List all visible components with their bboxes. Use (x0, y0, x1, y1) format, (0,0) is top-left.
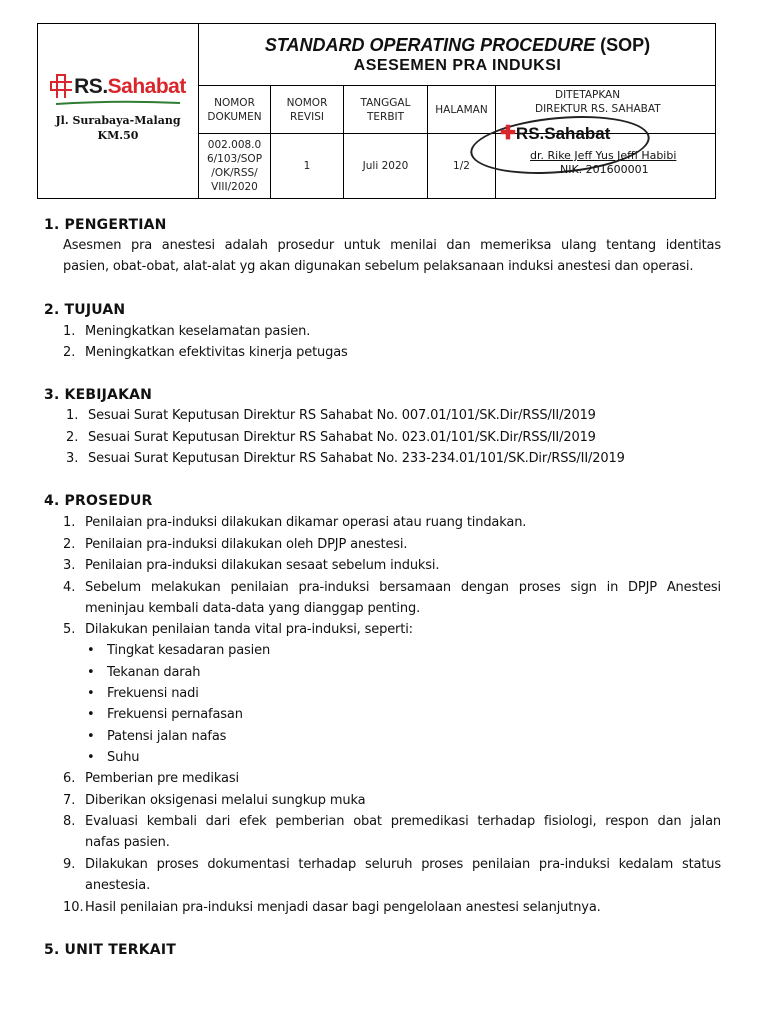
bullet-icon: • (87, 750, 95, 765)
hospital-address: Jl. Surabaya-Malang KM.50 (55, 113, 181, 142)
list-number: 1. (63, 515, 76, 530)
rs-sahabat-logo (50, 74, 186, 98)
list-number: 3. (66, 451, 79, 466)
list-item: Evaluasi kembali dari efek pemberian obat premedikasi terhadap fisiologi, respon dan jalan (85, 814, 721, 829)
list-number: 4. (63, 580, 76, 595)
medical-cross-icon (50, 74, 72, 98)
nomor-revisi-value: 1 (271, 134, 344, 198)
signer-nik: NIK. 201600001 (560, 163, 649, 176)
list-item: Sesuai Surat Keputusan Direktur RS Sahabat No. 007.01/101/SK.Dir/RSS/II/2019 (88, 408, 596, 423)
list-item: Pemberian pre medikasi (85, 771, 239, 786)
section-heading-pengertian: 1. PENGERTIAN (44, 217, 167, 233)
bullet-icon: • (87, 729, 95, 744)
stamp-logo: ✚RS.Sahabat (500, 123, 611, 144)
list-number: 7. (63, 793, 76, 808)
section-heading-prosedur: 4. PROSEDUR (44, 493, 153, 509)
document-subtitle: ASESEMEN PRA INDUKSI (353, 56, 562, 74)
bullet-item: Frekuensi nadi (107, 686, 199, 701)
list-item: Dilakukan penilaian tanda vital pra-induksi, seperti: (85, 622, 413, 637)
list-item: Penilaian pra-induksi dilakukan sesaat sebelum induksi. (85, 558, 440, 573)
list-number: 8. (63, 814, 76, 829)
bullet-item: Frekuensi pernafasan (107, 707, 243, 722)
list-item-continuation: meninjau kembali data-data yang dianggap penting. (85, 601, 421, 616)
list-number: 3. (63, 558, 76, 573)
list-item: Sebelum melakukan penilaian pra-induksi bersamaan dengan proses sign in DPJP Anestesi (85, 580, 721, 595)
nomor-dokumen-label: NOMOR DOKUMEN (199, 86, 271, 134)
ditetapkan-text: DITETAPKAN (555, 89, 621, 101)
list-item-continuation: nafas pasien. (85, 835, 170, 850)
bullet-item: Patensi jalan nafas (107, 729, 227, 744)
logo-prefix: RS. (74, 74, 108, 98)
list-number: 6. (63, 771, 76, 786)
list-item: Sesuai Surat Keputusan Direktur RS Sahabat No. 233-234.01/101/SK.Dir/RSS/II/2019 (88, 451, 625, 466)
section-heading-kebijakan: 3. KEBIJAKAN (44, 387, 153, 403)
section-heading-tujuan: 2. TUJUAN (44, 302, 126, 318)
list-number: 1. (66, 408, 79, 423)
list-item: Meningkatkan keselamatan pasien. (85, 324, 311, 339)
pengertian-line-2: pasien, obat-obat, alat-alat yg akan digunakan sebelum pelaksanaan induksi anestesi dan operasi. (63, 259, 694, 274)
list-number: 2. (66, 430, 79, 445)
bullet-icon: • (87, 686, 95, 701)
signer-name: dr. Rike Jeff Yus Jeffi Habibi (530, 149, 677, 162)
tanggal-terbit-value: Juli 2020 (344, 134, 428, 198)
list-item: Hasil penilaian pra-induksi menjadi dasar bagi pengelolaan anestesi selanjutnya. (85, 900, 601, 915)
list-item-continuation: anestesia. (85, 878, 151, 893)
list-item: Meningkatkan efektivitas kinerja petugas (85, 345, 348, 360)
logo-cell (38, 24, 199, 198)
pengertian-line-1: Asesmen pra anestesi adalah prosedur untuk menilai dan memeriksa ulang tentang identitas (63, 238, 721, 253)
list-number: 10. (63, 900, 84, 915)
section-heading-unit-terkait: 5. UNIT TERKAIT (44, 942, 176, 958)
nomor-revisi-label: NOMOR REVISI (271, 86, 344, 134)
tanggal-terbit-label: TANGGAL TERBIT (344, 86, 428, 134)
direktur-text: DIREKTUR RS. SAHABAT (535, 103, 661, 115)
bullet-icon: • (87, 643, 95, 658)
bullet-item: Suhu (107, 750, 140, 765)
list-number: 5. (63, 622, 76, 637)
bullet-item: Tingkat kesadaran pasien (107, 643, 271, 658)
halaman-value: 1/2 (428, 134, 496, 198)
list-item: Dilakukan proses dokumentasi terhadap seluruh proses penilaian pra-induksi kedalam status (85, 857, 721, 872)
list-item: Diberikan oksigenasi melalui sungkup muka (85, 793, 366, 808)
bullet-icon: • (87, 665, 95, 680)
title-cell (199, 24, 716, 86)
list-item: Penilaian pra-induksi dilakukan dikamar operasi atau ruang tindakan. (85, 515, 527, 530)
bullet-item: Tekanan darah (107, 665, 201, 680)
list-item: Sesuai Surat Keputusan Direktur RS Sahabat No. 023.01/101/SK.Dir/RSS/II/2019 (88, 430, 596, 445)
halaman-label: HALAMAN (428, 86, 496, 134)
bullet-icon: • (87, 707, 95, 722)
list-number: 1. (63, 324, 76, 339)
list-number: 2. (63, 345, 76, 360)
nomor-dokumen-value: 002.008.0 6/103/SOP /OK/RSS/ VIII/2020 (199, 134, 271, 198)
page-title: STANDARD OPERATING PROCEDURE (SOP) (264, 34, 651, 55)
logo-brand: Sahabat (107, 74, 186, 98)
list-number: 9. (63, 857, 76, 872)
list-item: Penilaian pra-induksi dilakukan oleh DPJP anestesi. (85, 537, 408, 552)
list-number: 2. (63, 537, 76, 552)
logo-swoosh-icon (54, 99, 182, 107)
